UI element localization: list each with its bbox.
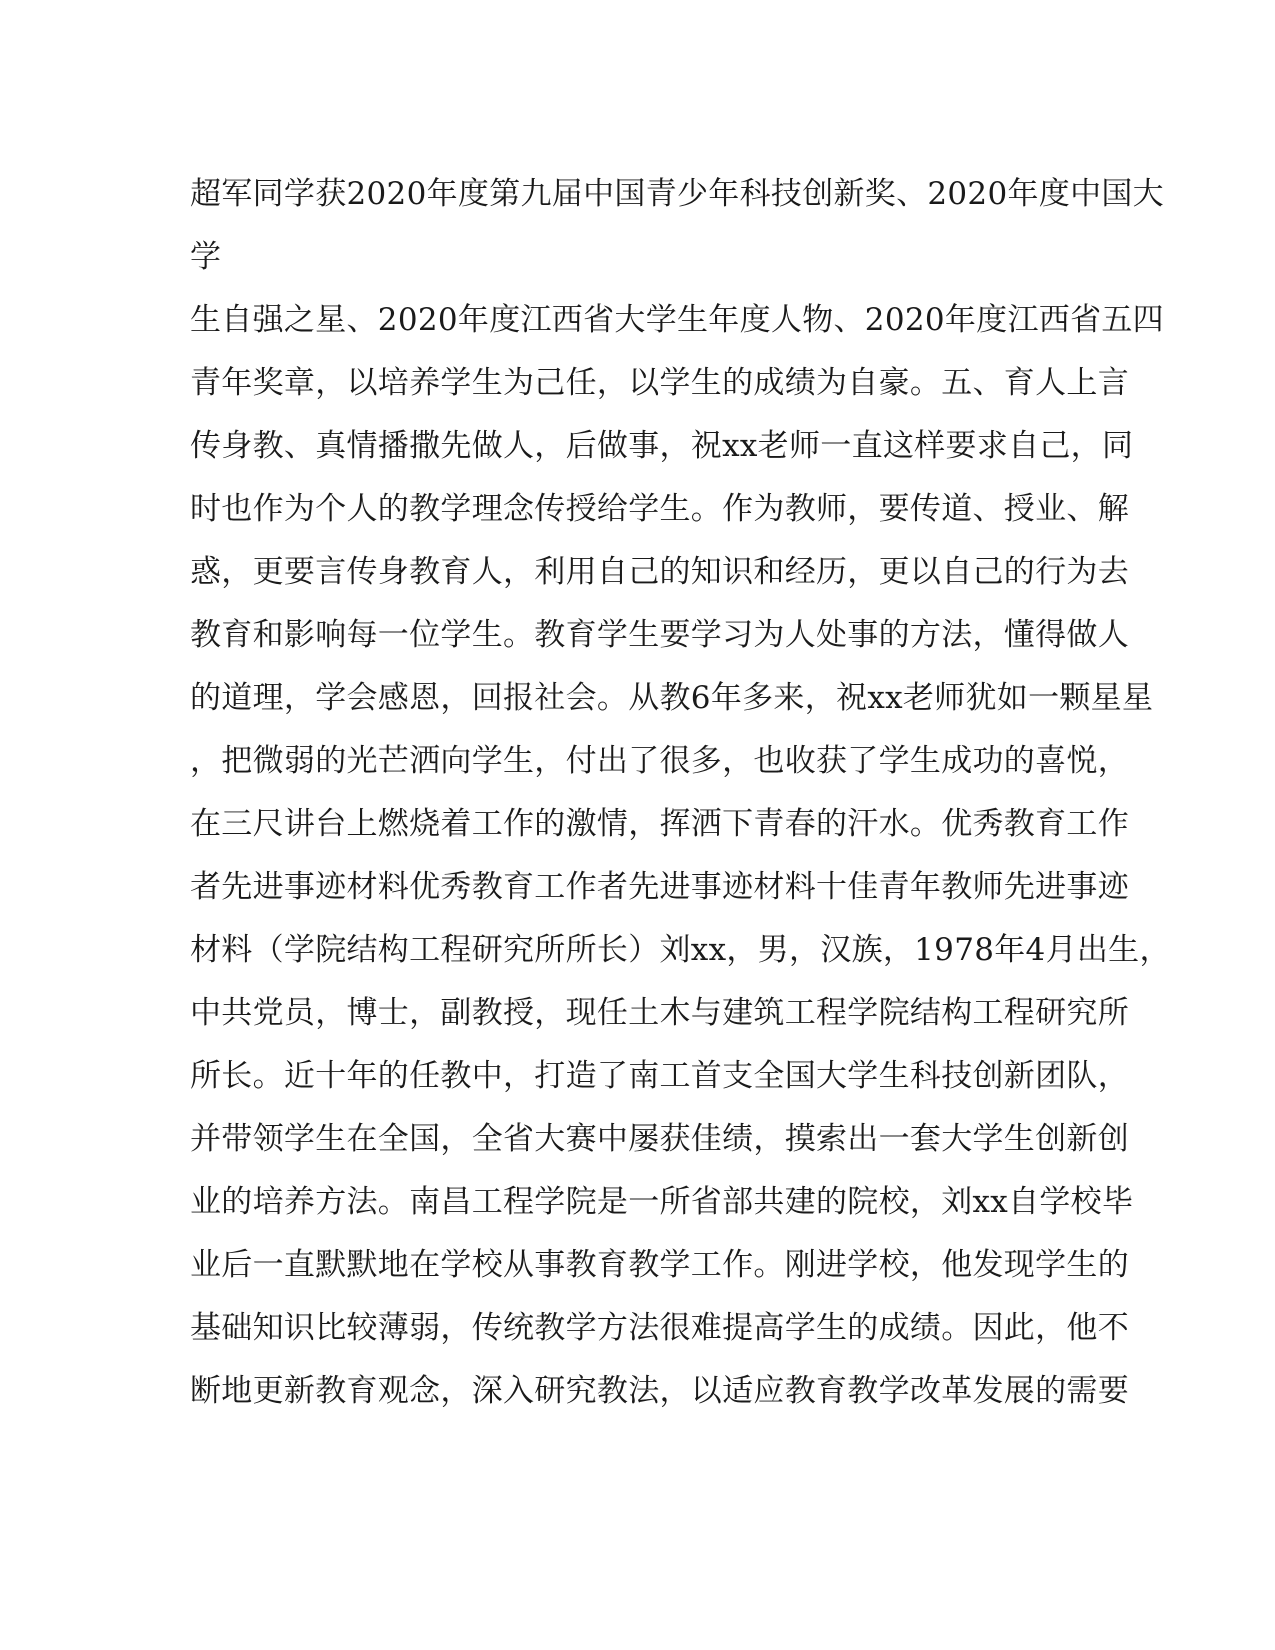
text-line: 的道理，学会感恩，回报社会。从教6年多来，祝xx老师犹如一颗星星 <box>190 680 1154 716</box>
text-line: 并带领学生在全国，全省大赛中屡获佳绩，摸索出一套大学生创新创 <box>190 1121 1129 1157</box>
body-text <box>190 163 1171 1423</box>
text-line: 所长。近十年的任教中，打造了南工首支全国大学生科技创新团队， <box>190 1058 1129 1094</box>
text-line: 惑，更要言传身教育人，利用自己的知识和经历，更以自己的行为去 <box>190 554 1129 590</box>
text-line: 者先进事迹材料优秀教育工作者先进事迹材料十佳青年教师先进事迹 <box>190 869 1129 905</box>
text-line: ，把微弱的光芒洒向学生，付出了很多，也收获了学生成功的喜悦， <box>190 743 1129 779</box>
text-line: 基础知识比较薄弱，传统教学方法很难提高学生的成绩。因此，他不 <box>190 1310 1129 1346</box>
text-line: 在三尺讲台上燃烧着工作的激情，挥洒下青春的汗水。优秀教育工作 <box>190 806 1129 842</box>
text-line: 传身教、真情播撒先做人，后做事，祝xx老师一直这样要求自己，同 <box>190 428 1134 464</box>
text-line: 断地更新教育观念，深入研究教法，以适应教育教学改革发展的需要 <box>190 1373 1129 1409</box>
text-line: 教育和影响每一位学生。教育学生要学习为人处事的方法，懂得做人 <box>190 617 1129 653</box>
text-line: 业后一直默默地在学校从事教育教学工作。刚进学校，他发现学生的 <box>190 1247 1129 1283</box>
text-line: 材料（学院结构工程研究所所长）刘xx，男，汉族，1978年4月出生， <box>190 932 1171 968</box>
text-line: 中共党员，博士，副教授，现任土木与建筑工程学院结构工程研究所 <box>190 995 1129 1031</box>
text-line: 学 <box>190 239 222 275</box>
text-line: 超军同学获2020年度第九届中国青少年科技创新奖、2020年度中国大 <box>190 176 1164 212</box>
text-line: 青年奖章，以培养学生为己任，以学生的成绩为自豪。五、育人上言 <box>190 365 1129 401</box>
text-line: 时也作为个人的教学理念传授给学生。作为教师，要传道、授业、解 <box>190 491 1129 527</box>
text-line: 生自强之星、2020年度江西省大学生年度人物、2020年度江西省五四 <box>190 302 1164 338</box>
text-line: 业的培养方法。南昌工程学院是一所省部共建的院校，刘xx自学校毕 <box>190 1184 1134 1220</box>
